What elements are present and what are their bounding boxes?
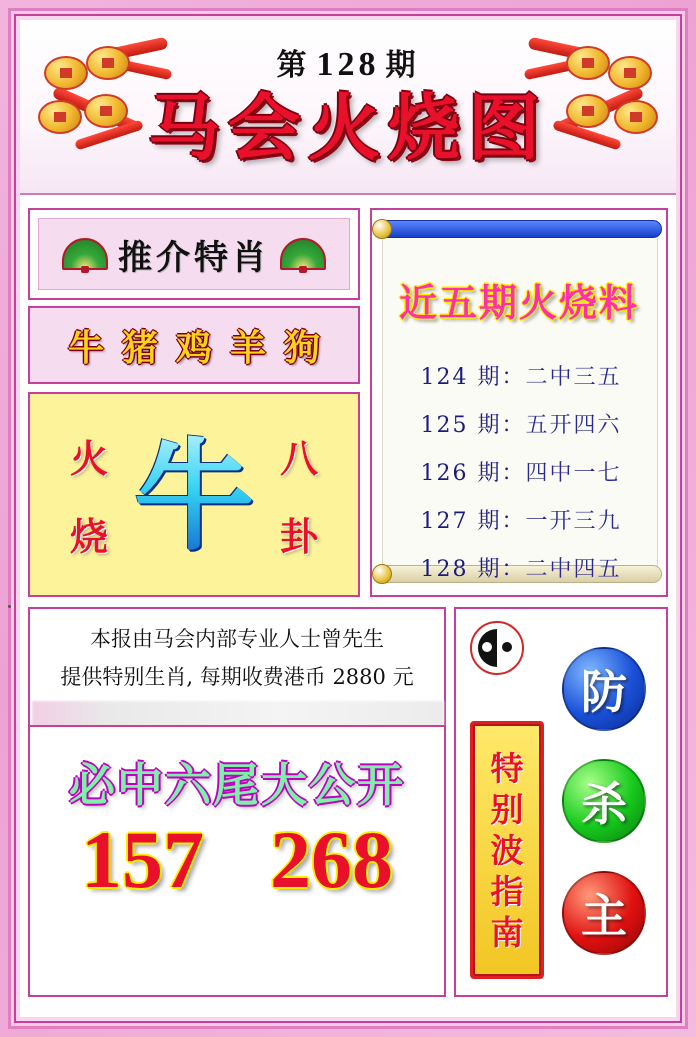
lucky-numbers-row: [48, 814, 426, 905]
zodiac-item: 羊: [230, 326, 267, 369]
history-row: [394, 456, 648, 487]
bagua-right-bottom: 卦: [279, 514, 318, 559]
zodiac-strip: [28, 306, 360, 384]
poster-header: [20, 20, 676, 195]
coin-icon: [84, 94, 128, 128]
redacted-bar: [32, 701, 444, 727]
history-issue: 127 期：: [420, 509, 526, 534]
scroll-knob-bottom: [372, 564, 392, 584]
coin-icon: [566, 94, 610, 128]
zodiac-item: 猪: [121, 326, 158, 369]
notice-line-1: 本报由马会内部专业人士曾先生: [90, 627, 384, 651]
history-result: 四中一七: [525, 461, 622, 486]
history-issue: 128 期：: [420, 557, 526, 582]
bagua-center-char: 牛: [134, 422, 254, 572]
yin-yang-icon: [470, 621, 524, 675]
notice-section: [28, 607, 446, 725]
history-scroll-section: [370, 208, 668, 597]
banner-char: 指: [490, 871, 524, 911]
zodiac-item: 鸡: [175, 326, 212, 369]
fan-icon: [280, 238, 326, 270]
coin-icon: [38, 100, 82, 134]
issue-line: [277, 40, 420, 84]
bagua-right-top: 八: [279, 436, 318, 481]
margin-dot: [8, 605, 11, 608]
history-issue: 126 期：: [420, 461, 526, 486]
history-row: [394, 408, 648, 439]
history-list: [394, 360, 648, 600]
zodiac-item: 牛: [67, 326, 104, 369]
side-panel: [454, 607, 668, 997]
lucky-heading: 必中六尾大公开: [69, 758, 405, 812]
coin-icon: [44, 56, 88, 90]
recommend-inner: [38, 218, 350, 290]
history-result: 五开四六: [525, 413, 622, 438]
coin-icon: [566, 46, 610, 80]
history-result: 二中三五: [525, 365, 622, 390]
notice-line-2: 提供特别生肖, 每期收费港币 2880 元: [60, 665, 414, 689]
history-row: [394, 360, 648, 391]
banner-char: 波: [490, 830, 524, 870]
vertical-banner: [470, 721, 544, 979]
recommend-label: 推介特肖: [118, 237, 270, 278]
issue-suffix: 期: [385, 49, 420, 82]
scroll-rod-top: [378, 220, 662, 238]
history-row: [394, 504, 648, 535]
history-issue: 125 期：: [420, 413, 526, 438]
lucky-number: 157: [81, 814, 204, 905]
page-title: 马会火烧图: [147, 85, 549, 170]
bagua-left-bottom: 烧: [69, 514, 108, 559]
scroll-title: 近五期火烧料: [398, 280, 639, 325]
issue-number: 128: [316, 46, 380, 83]
coin-icon: [614, 100, 658, 134]
zodiac-item: 狗: [284, 326, 321, 369]
history-row: [394, 552, 648, 583]
scroll-knob-top: [372, 219, 392, 239]
banner-char: 别: [490, 789, 524, 829]
coin-icon: [608, 56, 652, 90]
lucky-number: 268: [270, 814, 393, 905]
bagua-left-top: 火: [69, 436, 108, 481]
history-result: 二中四五: [525, 557, 622, 582]
fan-icon: [62, 238, 108, 270]
bagua-section: [28, 392, 360, 597]
banner-char: 南: [490, 912, 524, 952]
coin-icon: [86, 46, 130, 80]
recommend-section: [28, 208, 360, 300]
history-issue: 124 期：: [420, 365, 526, 390]
banner-char: 特: [490, 748, 524, 788]
history-result: 一开三九: [525, 509, 622, 534]
circle-badge-fang: 防: [562, 647, 646, 731]
issue-prefix: 第: [276, 49, 311, 82]
circle-badge-sha: 杀: [562, 759, 646, 843]
lucky-numbers-section: [28, 725, 446, 997]
circle-badge-zhu: 主: [562, 871, 646, 955]
